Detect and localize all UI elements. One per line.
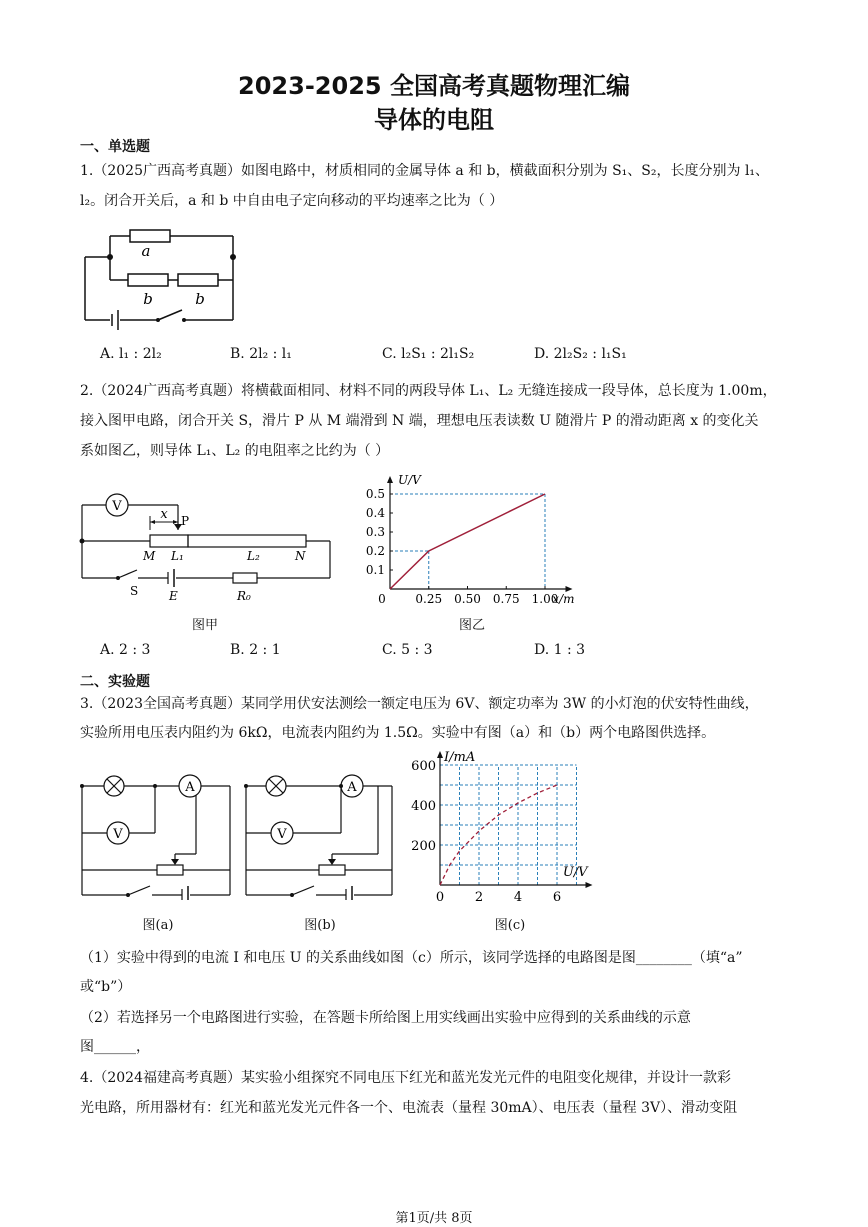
q1-option-d[interactable]: D. 2l₂S₂ : l₁S₁ <box>534 346 627 362</box>
q1-circuit-diagram <box>80 222 270 332</box>
x-tick-label: 0.25 <box>415 592 443 606</box>
q1-option-c[interactable]: C. l₂S₁ : 2l₁S₂ <box>382 346 475 362</box>
rheostat <box>319 865 345 875</box>
x-tick-label: 1.00 <box>531 592 559 606</box>
x-axis-label: x/m <box>552 592 575 606</box>
page-subtitle: 导体的电阻 <box>374 106 494 134</box>
label-b-left: b <box>143 290 153 308</box>
label-m: M <box>143 549 156 563</box>
q3-circuit-a <box>78 770 238 900</box>
q3-text-line1: 3.（2023全国高考真题）某同学用伏安法测绘一额定电压为 6V、额定功率为 3W 的小灯泡的伏安特性曲线， <box>80 696 759 712</box>
y-tick-label: 0.4 <box>365 506 385 520</box>
resistor-r0 <box>233 573 257 583</box>
resistor-a <box>130 230 170 242</box>
resistor-b2 <box>178 274 218 286</box>
y-tick-label: 0.1 <box>365 563 385 577</box>
label-p: P <box>181 514 190 528</box>
page-title: 2023-2025 全国高考真题物理汇编 <box>238 72 630 100</box>
q2-text-line2: 接入图甲电路，闭合开关 S，滑片 P 从 M 端滑到 N 端，理想电压表读数 U 随滑片 P 的滑动距离 x 的变化关 <box>80 413 759 429</box>
q3-fig-a-caption: 图(a) <box>142 918 174 933</box>
y-tick-label: 600 <box>411 759 436 774</box>
voltmeter-label: V <box>113 827 123 842</box>
q2-circuit-diagram <box>75 488 340 610</box>
q3-text-line2: 实验所用电压表内阻约为 6kΩ，电流表内阻约为 1.5Ω。实验中有图（a）和（b）两个电路图供选择。 <box>80 725 716 741</box>
y-axis-arrow <box>437 751 443 758</box>
label-b-right: b <box>195 290 205 308</box>
x-axis-arrow <box>586 882 593 888</box>
q3-current-voltage-chart <box>405 745 615 915</box>
label-n: N <box>295 549 306 563</box>
x-tick-label: 0 <box>378 592 386 606</box>
label-x: x <box>160 507 168 522</box>
section-heading-single-choice: 一、单选题 <box>80 139 150 155</box>
conductor-l2 <box>188 535 306 547</box>
series-line <box>390 494 545 589</box>
label-e: E <box>169 589 178 603</box>
resistor-b1 <box>128 274 168 286</box>
ammeter-label: A <box>347 780 357 795</box>
label-l2: L₂ <box>247 549 260 563</box>
q2-option-a[interactable]: A. 2 : 3 <box>100 642 151 658</box>
x-axis-label: U/V <box>562 865 588 880</box>
y-tick-label: 0.2 <box>365 544 385 558</box>
q2-option-c[interactable]: C. 5 : 3 <box>382 642 433 658</box>
y-tick-label: 0.3 <box>365 525 385 539</box>
q3-sub1-line1: （1）实验中得到的电流 I 和电压 U 的关系曲线如图（c）所示，该同学选择的电路图是图________（填“a” <box>80 950 743 966</box>
voltmeter-label: V <box>277 827 287 842</box>
rheostat <box>157 865 183 875</box>
q1-option-a[interactable]: A. l₁ : 2l₂ <box>100 346 162 362</box>
q3-fig-b-caption: 图(b) <box>304 918 336 933</box>
q3-sub2-line1: （2）若选择另一个电路图进行实验，在答题卡所给图上用实线画出实验中应得到的关系曲线的示意 <box>80 1010 691 1026</box>
q1-text-line2: l₂。闭合开关后，a 和 b 中自由电子定向移动的平均速率之比为（ ） <box>80 193 504 209</box>
x-tick-label: 4 <box>513 890 523 905</box>
q2-option-b[interactable]: B. 2 : 1 <box>230 642 281 658</box>
voltmeter-label: V <box>112 499 122 514</box>
conductor-l1 <box>150 535 188 547</box>
x-tick-label: 2 <box>474 890 484 905</box>
q2-option-d[interactable]: D. 1 : 3 <box>534 642 586 658</box>
y-axis-arrow <box>387 476 393 483</box>
q3-fig-c-caption: 图(c) <box>494 918 526 933</box>
q2-voltage-distance-chart <box>360 472 600 612</box>
y-tick-label: 400 <box>411 799 436 814</box>
q3-circuit-b <box>242 770 402 900</box>
q2-fig-a-caption: 图甲 <box>191 618 218 633</box>
q3-sub1-line2: 或“b”） <box>80 979 132 995</box>
label-l1: L₁ <box>171 549 184 563</box>
y-axis-label: I/mA <box>444 750 476 765</box>
y-tick-label: 200 <box>411 839 436 854</box>
ammeter-label: A <box>185 780 195 795</box>
y-tick-label: 0.5 <box>365 487 385 501</box>
q3-sub2-line2: 图______， <box>80 1039 150 1055</box>
x-tick-label: 0.50 <box>454 592 481 606</box>
page-footer: 第1页/共 8页 <box>395 1211 473 1226</box>
section-heading-experiment: 二、实验题 <box>80 674 150 690</box>
q2-text-line1: 2.（2024广西高考真题）将横截面相同、材料不同的两段导体 L₁、L₂ 无缝连接成一段导体，总长度为 1.00m， <box>80 383 777 399</box>
y-axis-label: U/V <box>398 473 421 487</box>
q1-text-line1: 1.（2025广西高考真题）如图电路中，材质相同的金属导体 a 和 b，横截面积分别为 S₁、S₂，长度分别为 l₁、 <box>80 163 770 179</box>
label-r0: R₀ <box>237 589 251 603</box>
label-a: a <box>141 242 151 260</box>
x-tick-label: 0.75 <box>492 592 520 606</box>
q1-option-b[interactable]: B. 2l₂ : l₁ <box>230 346 292 362</box>
q4-text-line1: 4.（2024福建高考真题）某实验小组探究不同电压下红光和蓝光发光元件的电阻变化规律，并设计一款彩 <box>80 1070 731 1086</box>
q2-text-line3: 系如图乙，则导体 L₁、L₂ 的电阻率之比约为（ ） <box>80 443 390 459</box>
label-s: S <box>130 584 139 598</box>
x-tick-label: 0 <box>435 890 445 905</box>
q2-fig-b-caption: 图乙 <box>458 618 485 633</box>
q4-text-line2: 光电路，所用器材有：红光和蓝光发光元件各一个、电流表（量程 30mA）、电压表（量程 3V）、滑动变阻 <box>80 1100 738 1116</box>
x-tick-label: 6 <box>552 890 562 905</box>
